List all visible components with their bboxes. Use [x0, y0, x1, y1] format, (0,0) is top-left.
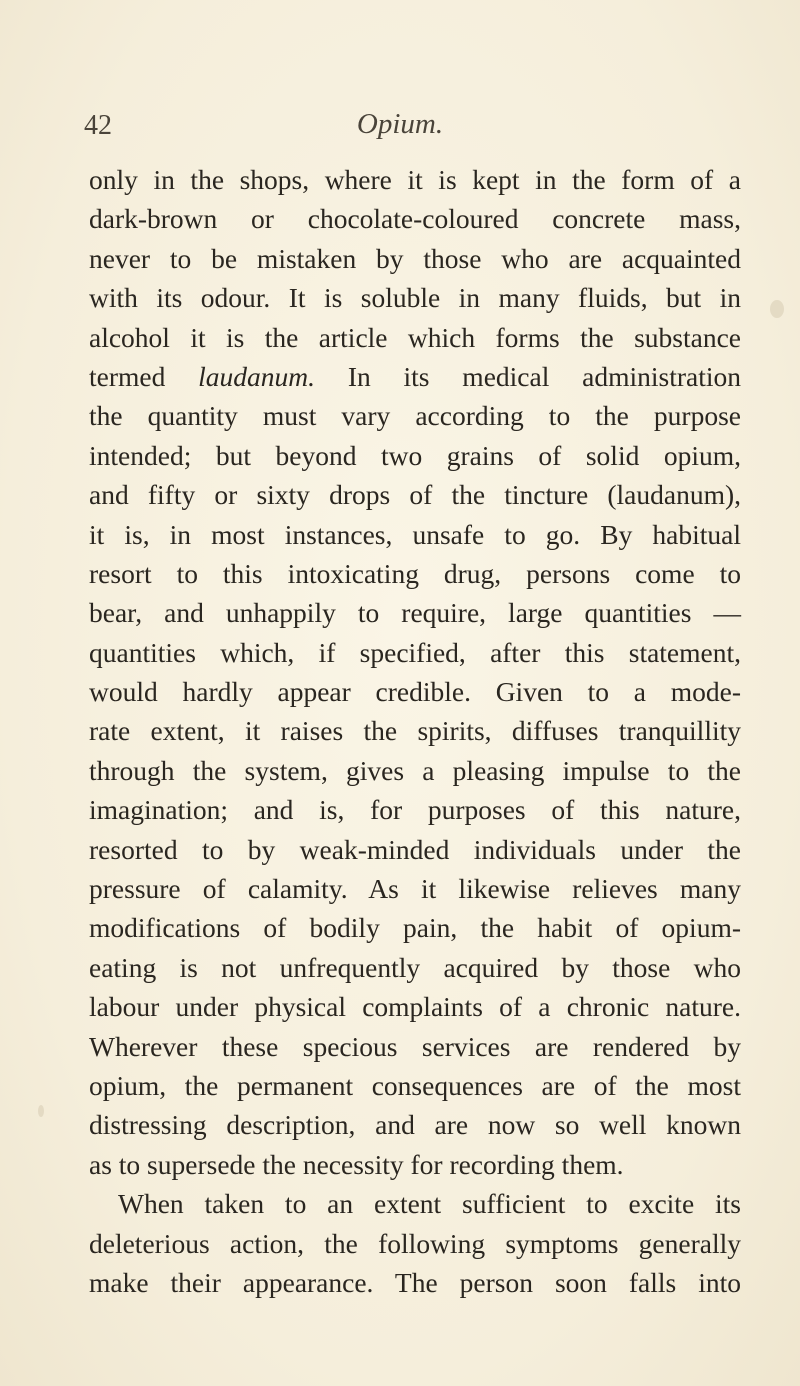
text-line: modifications of bodily pain, the habit of opium-: [89, 912, 741, 944]
text-line: pressure of calamity. As it likewise relieves many: [89, 873, 741, 905]
body-text: [89, 160, 741, 1302]
text-line: bear, and unhappily to require, large quantities —: [89, 597, 741, 629]
text-line: quantities which, if specified, after this statement,: [89, 636, 741, 668]
text-line: imagination; and is, for purposes of this nature,: [89, 794, 741, 826]
text-line: When taken to an extent sufficient to excite its: [118, 1188, 741, 1220]
text-line: and fifty or sixty drops of the tincture (laudanum),: [89, 479, 741, 511]
text-line: through the system, gives a pleasing impulse to the: [89, 754, 741, 786]
text-line: labour under physical complaints of a chronic nature.: [89, 991, 741, 1023]
text-line: distressing description, and are now so well known: [89, 1109, 741, 1141]
text-line: make their appearance. The person soon falls into: [89, 1266, 741, 1298]
text-line: termed laudanum. In its medical administration: [89, 360, 741, 392]
text-line: the quantity must vary according to the purpose: [89, 400, 741, 432]
text-line: as to supersede the necessity for recording them.: [89, 1148, 624, 1180]
text-line: alcohol it is the article which forms the substance: [89, 321, 741, 353]
text-line: Wherever these specious services are rendered by: [89, 1030, 741, 1062]
text-line: resort to this intoxicating drug, persons come to: [89, 557, 741, 589]
italic-term: laudanum.: [198, 360, 316, 392]
text-line: deleterious action, the following symptoms generally: [89, 1227, 741, 1259]
text-line: never to be mistaken by those who are acquainted: [89, 242, 741, 274]
paper-stain: [38, 1105, 44, 1117]
text-line: resorted to by weak-minded individuals under the: [89, 833, 741, 865]
running-head: Opium.: [356, 108, 444, 140]
page-header: [0, 104, 800, 144]
text-line: dark-brown or chocolate-coloured concrete mass,: [89, 203, 741, 235]
text-line: it is, in most instances, unsafe to go. By habitual: [89, 518, 741, 550]
text-line: eating is not unfrequently acquired by those who: [89, 951, 741, 983]
paper-stain: [770, 300, 784, 318]
text-line: with its odour. It is soluble in many fluids, but in: [89, 282, 741, 314]
page-number: 42: [84, 110, 112, 141]
text-line: only in the shops, where it is kept in the form of a: [89, 164, 741, 195]
text-line: would hardly appear credible. Given to a mode-: [89, 676, 741, 708]
text-line: rate extent, it raises the spirits, diffuses tranquillity: [89, 715, 741, 747]
text-line: opium, the permanent consequences are of the most: [89, 1069, 741, 1101]
text-line: intended; but beyond two grains of solid opium,: [89, 439, 741, 471]
